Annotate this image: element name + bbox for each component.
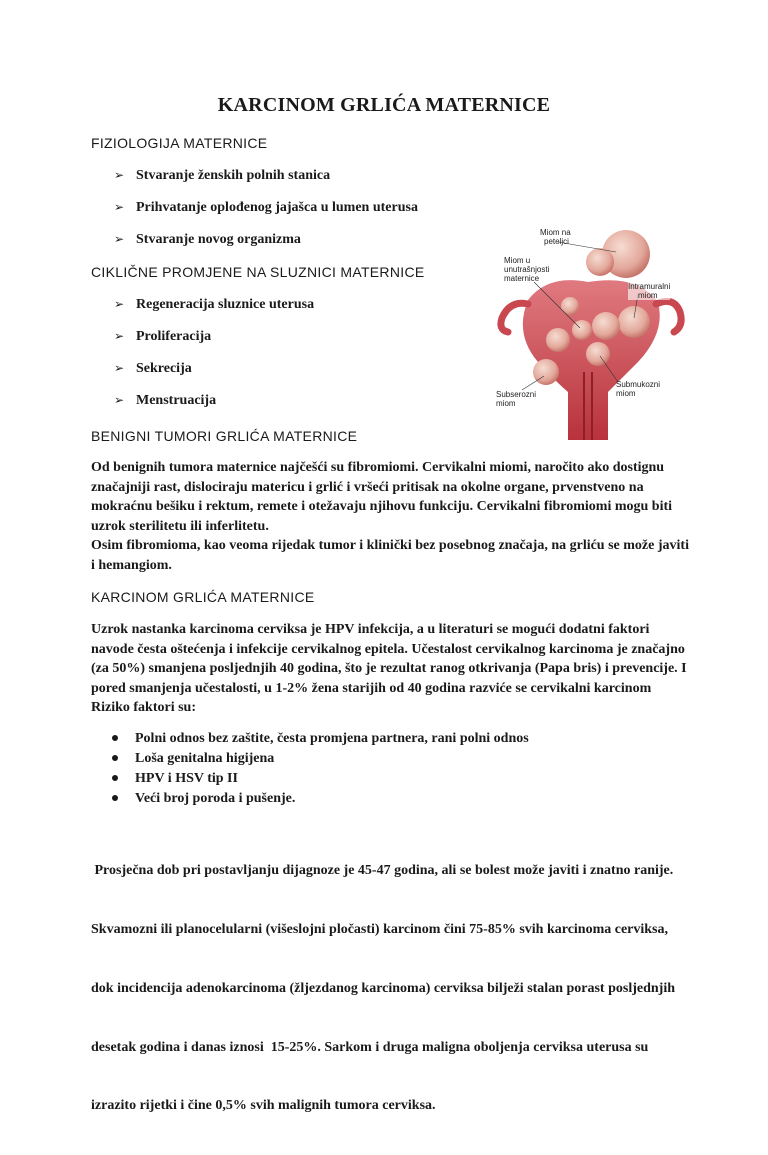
list-item: ➢ Sekrecija [114,361,192,376]
bullet-dot-icon [112,755,118,761]
heading-ciklicne: CIKLIČNE PROMJENE NA SLUZNICI MATERNICE [91,264,425,280]
arrow-bullet-icon: ➢ [114,232,125,246]
text-line: Prosječna dob pri postavljanju dijagnoze je 45-47 godina, ali se bolest može javiti i znatno ranije. [91,863,674,879]
arrow-bullet-icon: ➢ [114,168,125,182]
paragraph-karcinom [91,620,691,718]
arrow-bullet-icon: ➢ [114,393,125,407]
list-item: ➢ Prihvatanje oplođenog jajašca u lumen uterusa [114,200,418,215]
text-line: mokraćnu bešiku i rektum, remete i otežavaju njihovu funkciju. Cervikalni fibromiomi mogu biti [91,499,673,515]
text-line: desetak godina i danas iznosi 15-25%. Sarkom i druga maligna oboljenja cerviksa uterusa su [91,1039,649,1055]
uterus-fibroid-illustration [488,222,688,444]
arrow-bullet-icon: ➢ [114,200,125,214]
heading-karcinom: KARCINOM GRLIĆA MATERNICE [91,589,315,605]
text-line: (za 50%) smanjena posljednjih 40 godina, što je rezultat ranog otkrivanja (Papa bris) i prevencije. I [91,661,687,677]
bullet-dot-icon [112,775,118,781]
list-item: ➢ Stvaranje ženskih polnih stanica [114,168,331,183]
text-line: navode česta oštećenja i infekcije cervikalnog epitela. Učestalost cervikalnog karcinoma je značajno [91,641,685,657]
text-line: uzrok sterilitetu ili inferlitetu. [91,518,269,534]
label-miom-u-unutrasnjosti: Miom u unutrašnjosti maternice [504,256,550,283]
text-line: Od benignih tumora maternice najčešći su fibromiomi. Cervikalni miomi, naročito ako dostignu [91,460,665,475]
text-line: i hemangiom. [91,557,172,573]
list-item: Polni odnos bez zaštite, česta promjena partnera, rani polni odnos [91,729,529,749]
text-line: pored smanjenja učestalosti, u 1-2% žena starijih od 40 godina razviće se cervikalni karcinom [91,680,652,696]
label-subserozni: Subserozni miom [496,390,537,408]
paragraph-benigni [91,458,691,576]
bullet-dot-icon [112,795,118,801]
list-item: HPV i HSV tip II [91,769,529,789]
text-line: izrazito rijetki i čine 0,5% svih malignih tumora cerviksa. [91,1098,436,1114]
list-item: Veći broj poroda i pušenje. [91,789,529,809]
paragraph-final [91,822,691,1155]
label-intramuralni: Intramuralni miom [628,282,671,300]
text-line: Osim fibromioma, kao veoma rijedak tumor i klinički bez posebnog značaja, na grliću se može javiti [91,538,689,554]
text-line: Skvamozni ili planocelularni (višeslojni pločasti) karcinom čini 75-85% svih karcinoma cerviksa, [91,921,669,937]
label-submukozni: Submukozni miom [616,380,661,398]
arrow-bullet-icon: ➢ [114,361,125,375]
list-item: Loša genitalna higijena [91,749,529,769]
bullet-dot-icon [112,735,118,741]
page-title: KARCINOM GRLIĆA MATERNICE [217,94,551,116]
text-line: Uzrok nastanka karcinoma cerviksa je HPV infekcija, a u literaturi se mogući dodatni faktori [91,622,650,637]
heading-benigni: BENIGNI TUMORI GRLIĆA MATERNICE [91,428,358,444]
arrow-bullet-icon: ➢ [114,329,125,343]
label-miom-na-peteljci: Miom na peteljci [540,228,571,246]
list-item: ➢ Regeneracija sluznice uterusa [114,297,315,312]
list-item: ➢ Proliferacija [114,329,212,344]
list-item: ➢ Menstruacija [114,393,217,408]
heading-fiziologija: FIZIOLOGIJA MATERNICE [91,135,268,151]
text-line: Riziko faktori su: [91,700,196,716]
text-line: dok incidencija adenokarcinoma (žljezdanog karcinoma) cerviksa bilježi stalan porast posljednjih [91,980,675,996]
text-line: značajniji rast, dislociraju matericu i grlić i vršeći pritisak na okolne organe, prvenstveno na [91,479,644,495]
list-item: ➢ Stvaranje novog organizma [114,232,301,247]
arrow-bullet-icon: ➢ [114,297,125,311]
risk-factor-list [91,729,529,809]
